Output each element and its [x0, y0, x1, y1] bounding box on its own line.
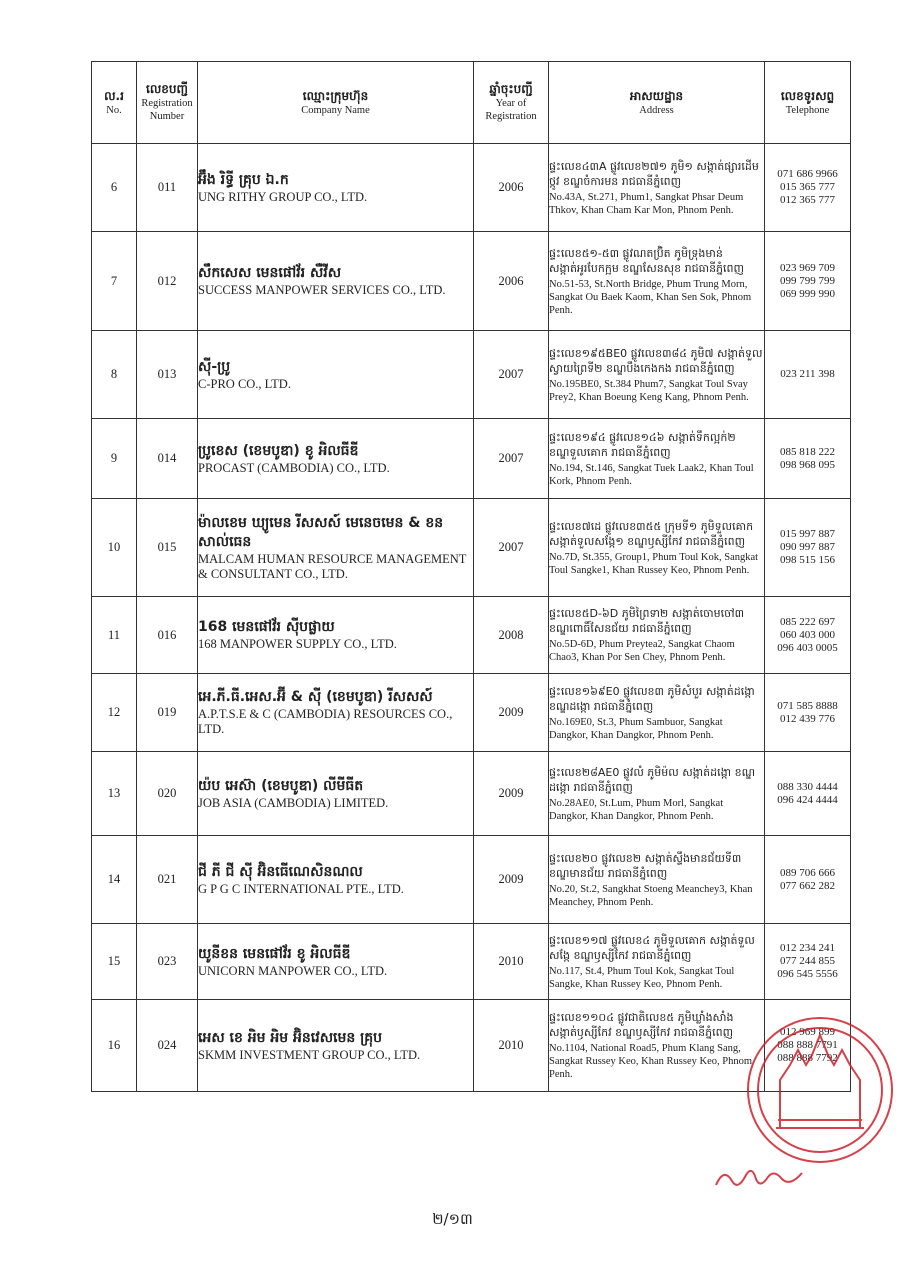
address-khmer: ផ្ទះលេខ២៨AE0 ផ្លូវលំ ភូមិម៉ល សង្កាត់ដង្កោ ខណ្ឌដង្កោ រាជធានីភ្នំពេញ [549, 765, 755, 794]
header-year: ឆ្នាំចុះបញ្ជី Year of Registration [474, 62, 549, 144]
registration-number: 019 [137, 674, 198, 752]
address-khmer: ផ្ទះលេខ៥១-៥៣ ផ្លូវណតប្រ៊ិត ភូមិទ្រុងមាន់ សង្កាត់អូរបែកក្អម ខណ្ឌសែនសុខ រាជធានីភ្នំពេញ [549, 246, 744, 275]
company-name-cell [198, 331, 474, 419]
registration-year: 2008 [474, 597, 549, 674]
address-english: No.195BE0, St.384 Phum7, Sangkat Toul Svay Prey2, Khan Boeung Keng Kang, Phnom Penh. [549, 378, 749, 403]
row-number: 8 [92, 331, 137, 419]
company-name-khmer: ជី ភី ជី ស៊ី អ៊ិនធើណេសិនណល [198, 863, 363, 880]
company-name-khmer: ស៊ី-ប្រូ [198, 358, 231, 375]
telephone-number: 085 818 222 [780, 445, 835, 458]
telephone-number: 089 706 666 [780, 866, 835, 879]
company-name-cell [198, 597, 474, 674]
address-cell [549, 752, 765, 836]
registration-number: 023 [137, 924, 198, 1000]
company-name-khmer: សឹកសេស មេនផៅវ័រ សឺវីស [198, 265, 342, 281]
temple-base-icon [776, 1120, 864, 1128]
telephone-cell [765, 144, 851, 232]
row-number: 6 [92, 144, 137, 232]
telephone-number: 096 403 0005 [777, 641, 838, 654]
telephone-number: 098 515 156 [780, 554, 835, 566]
company-name-english: MALCAM HUMAN RESOURCE MANAGEMENT & CONSULTANT CO., LTD. [198, 551, 467, 581]
telephone-cell [765, 597, 851, 674]
registration-year: 2009 [474, 674, 549, 752]
telephone-cell [765, 499, 851, 597]
telephone-number: 023 211 398 [780, 368, 835, 380]
registration-number: 024 [137, 1000, 198, 1092]
registration-number: 021 [137, 836, 198, 924]
telephone-number: 098 968 095 [780, 458, 835, 471]
company-name-english: 168 MANPOWER SUPPLY CO., LTD. [198, 637, 397, 651]
company-name-khmer: អ៊ឹង រិទ្ធី គ្រុប ឯ.ក [198, 171, 289, 188]
address-english: No.7D, St.355, Group1, Phum Toul Kok, Sangkat Toul Sangke1, Khan Russey Keo, Phnom Penh. [549, 551, 759, 576]
address-cell [549, 674, 765, 752]
telephone-number: 012 439 776 [780, 712, 835, 725]
telephone-number: 012 969 899 [780, 1026, 835, 1038]
address-khmer: ផ្ទះលេខ១១០៤ ផ្លូវជាតិលេខ៥ ភូមិឃ្លាំងសាំង សង្កាត់ឫស្សីកែវ ខណ្ឌឫស្សីកែវ រាជធានីភ្នំពេញ [549, 1011, 734, 1039]
registration-year: 2007 [474, 331, 549, 419]
company-name-khmer: អេស ខេ អិម អិម អ៊ិនវេសមេន គ្រុប [198, 1029, 383, 1046]
company-name-english: UNICORN MANPOWER CO., LTD. [198, 963, 388, 978]
header-no: ល.រ No. [92, 62, 137, 144]
registration-year: 2007 [474, 419, 549, 499]
telephone-number: 015 365 777 [780, 181, 835, 193]
company-name-cell [198, 1000, 474, 1092]
telephone-number: 099 799 799 [780, 274, 835, 287]
telephone-number: 077 244 855 [780, 955, 835, 967]
registration-table [91, 61, 851, 1092]
registration-number: 014 [137, 419, 198, 499]
telephone-number: 090 997 887 [780, 541, 835, 553]
row-number: 13 [92, 752, 137, 836]
address-khmer: ផ្ទះលេខ៤៣A ផ្លូវលេខ២៧១ ភូមិ១ សង្កាត់ផ្សារដើមថ្កូវ ខណ្ឌចំការមន រាជធានីភ្នំពេញ [549, 159, 759, 188]
address-english: No.117, St.4, Phum Toul Kok, Sangkat Toul Sangke, Khan Russey Keo, Phnom Penh. [549, 965, 735, 990]
registration-number: 011 [137, 144, 198, 232]
telephone-number: 096 424 4444 [777, 793, 838, 806]
telephone-cell [765, 331, 851, 419]
registration-number: 015 [137, 499, 198, 597]
row-number: 15 [92, 924, 137, 1000]
address-khmer: ផ្ទះលេខ១៩៥BE0 ផ្លូវលេខ៣៨៤ ភូមិ៧ សង្កាត់ទួលស្វាយព្រៃទី២ ខណ្ឌបឹងកេងកង រាជធានីភ្នំពេញ [549, 346, 763, 375]
address-cell [549, 924, 765, 1000]
company-name-english: UNG RITHY GROUP CO., LTD. [198, 189, 368, 204]
address-khmer: ផ្ទះលេខ២០ ផ្លូវលេខ២ សង្កាត់ស្ទឹងមានជ័យទី៣ ខណ្ឌមានជ័យ រាជធានីភ្នំពេញ [549, 851, 742, 880]
company-name-khmer: អេ.ភី.ធី.អេស.អ៊ី & ស៊ី (ខេមបូឌា) រីសសស៍ [198, 689, 433, 705]
company-name-khmer: 168 មេនផៅវ័រ ស៊ីបផ្លាយ [198, 619, 335, 635]
header-address: អាសយដ្ឋាន Address [549, 62, 765, 144]
telephone-cell [765, 419, 851, 499]
address-english: No.51-53, St.North Bridge, Phum Trung Morn, Sangkat Ou Baek Kaom, Khan Sen Sok, Phnom Penh. [549, 278, 752, 316]
table-row [92, 836, 851, 924]
registration-number: 012 [137, 232, 198, 331]
telephone-number: 096 545 5556 [777, 968, 838, 980]
company-name-english: A.P.T.S.E & C (CAMBODIA) RESOURCES CO., LTD. [198, 707, 453, 736]
registration-year: 2009 [474, 836, 549, 924]
telephone-number: 071 686 9966 [777, 168, 838, 180]
telephone-cell [765, 752, 851, 836]
telephone-number: 088 330 4444 [777, 780, 838, 793]
table-row [92, 232, 851, 331]
telephone-number: 085 222 697 [780, 615, 835, 628]
company-name-english: G P G C INTERNATIONAL PTE., LTD. [198, 881, 404, 896]
seal-inner-ring [758, 1028, 882, 1152]
telephone-number: 077 662 282 [780, 879, 835, 892]
address-khmer: ផ្ទះលេខ១៦៩E0 ផ្លូវលេខ៣ ភូមិសំបួរ សង្កាត់ដង្កោ ខណ្ឌដង្កោ រាជធានីភ្នំពេញ [549, 684, 755, 713]
telephone-number: 069 999 990 [780, 287, 835, 300]
address-cell [549, 597, 765, 674]
company-name-english: SKMM INVESTMENT GROUP CO., LTD. [198, 1047, 421, 1062]
company-name-cell [198, 752, 474, 836]
page-number: ២/១៣ [432, 1210, 473, 1228]
address-khmer: ផ្ទះលេខ៥D-៦D ភូមិព្រៃទា២ សង្កាត់ចោមចៅ៣ ខណ្ឌពោធិ៍សែនជ័យ រាជធានីភ្នំពេញ [549, 607, 744, 635]
telephone-number: 023 969 709 [780, 261, 835, 274]
telephone-number: 015 997 887 [780, 528, 835, 540]
address-english: No.1104, National Road5, Phum Klang Sang, Sangkat Russey Keo, Khan Russey Keo, Phnom Penh. [549, 1043, 752, 1080]
header-registration-number: លេខបញ្ជី Registration Number [137, 62, 198, 144]
address-english: No.5D-6D, Phum Preytea2, Sangkat Chaom Chao3, Khan Por Sen Chey, Phnom Penh. [549, 639, 735, 663]
registration-year: 2007 [474, 499, 549, 597]
address-cell [549, 836, 765, 924]
company-name-khmer: ម៉ាលខេម ឃ្យូមេន រីសសស៍ មេនេចមេន & ខនសាល់ធេន [198, 514, 444, 550]
registration-year: 2010 [474, 924, 549, 1000]
table-row [92, 331, 851, 419]
telephone-cell [765, 232, 851, 331]
table-row [92, 499, 851, 597]
telephone-number: 071 585 8888 [777, 699, 838, 712]
table-row [92, 144, 851, 232]
table-row [92, 752, 851, 836]
telephone-cell [765, 836, 851, 924]
address-english: No.20, St.2, Sangkhat Stoeng Meanchey3, Khan Meanchey, Phnom Penh. [549, 883, 753, 908]
address-cell [549, 331, 765, 419]
telephone-number: 060 403 000 [780, 628, 835, 641]
company-name-khmer: យ៉ប អេស៊ា (ខេមបូឌា) លីមីធីត [198, 777, 364, 794]
company-name-cell [198, 924, 474, 1000]
address-english: No.28AE0, St.Lum, Phum Morl, Sangkat Dangkor, Khan Dangkor, Phnom Penh. [549, 797, 724, 822]
address-cell [549, 419, 765, 499]
row-number: 14 [92, 836, 137, 924]
company-name-english: SUCCESS MANPOWER SERVICES CO., LTD. [198, 283, 446, 297]
company-name-cell [198, 232, 474, 331]
table-row [92, 924, 851, 1000]
telephone-number: 088 888 7792 [777, 1052, 838, 1064]
table-header-row [92, 62, 851, 144]
row-number: 7 [92, 232, 137, 331]
company-name-khmer: ប្រូខេស (ខេមបូឌា) ខូ អិលធីឌី [198, 442, 359, 459]
company-name-cell [198, 144, 474, 232]
company-name-english: C-PRO CO., LTD. [198, 376, 291, 391]
telephone-number: 012 234 241 [780, 942, 835, 954]
registration-number: 016 [137, 597, 198, 674]
signature-mark [716, 1171, 802, 1185]
row-number: 16 [92, 1000, 137, 1092]
telephone-cell [765, 674, 851, 752]
address-khmer: ផ្ទះលេខ៧ដេ ផ្លូវលេខ៣៥៥ ក្រុមទី១ ភូមិទួលគោក សង្កាត់ទួលសង្កែ១ ខណ្ឌឫស្សីកែវ រាជធានីភ្នំពេញ [549, 519, 754, 548]
telephone-number: 012 365 777 [780, 194, 835, 206]
company-name-cell [198, 674, 474, 752]
registration-year: 2010 [474, 1000, 549, 1092]
angkor-temple-icon [780, 1035, 860, 1128]
address-english: No.169E0, St.3, Phum Sambuor, Sangkat Dangkor, Khan Dangkor, Phnom Penh. [549, 716, 723, 741]
telephone-cell [765, 924, 851, 1000]
address-english: No.194, St.146, Sangkat Tuek Laak2, Khan Toul Kork, Phnom Penh. [549, 462, 754, 487]
table-body [92, 144, 851, 1092]
registration-year: 2006 [474, 144, 549, 232]
company-name-khmer: យូនីខន មេនផៅវ័រ ខូ អិលធីឌី [198, 945, 351, 962]
address-cell [549, 232, 765, 331]
address-cell [549, 499, 765, 597]
company-name-english: JOB ASIA (CAMBODIA) LIMITED. [198, 795, 389, 810]
row-number: 11 [92, 597, 137, 674]
seal-outer-ring [748, 1018, 892, 1162]
company-name-cell [198, 499, 474, 597]
address-khmer: ផ្ទះលេខ១៩៤ ផ្លូវលេខ១៤៦ សង្កាត់ទឹកល្អក់២ ខណ្ឌទួលគោក រាជធានីភ្នំពេញ [549, 430, 736, 459]
registration-number: 013 [137, 331, 198, 419]
registration-year: 2006 [474, 232, 549, 331]
row-number: 12 [92, 674, 137, 752]
table-row [92, 419, 851, 499]
official-seal-stamp [680, 1010, 900, 1210]
address-khmer: ផ្ទះលេខ១១៧ ផ្លូវលេខ៤ ភូមិទួលគោក សង្កាត់ទួលសង្កែ ខណ្ឌឫស្សីកែវ រាជធានីភ្នំពេញ [549, 933, 755, 962]
header-company-name: ឈ្មោះក្រុមហ៊ុន Company Name [198, 62, 474, 144]
row-number: 10 [92, 499, 137, 597]
address-cell [549, 144, 765, 232]
company-name-cell [198, 419, 474, 499]
registration-number: 020 [137, 752, 198, 836]
table-row [92, 674, 851, 752]
row-number: 9 [92, 419, 137, 499]
telephone-number: 088 888 7791 [777, 1039, 838, 1051]
address-english: No.43A, St.271, Phum1, Sangkat Phsar Deum Thkov, Khan Cham Kar Mon, Phnom Penh. [549, 191, 744, 216]
company-name-english: PROCAST (CAMBODIA) CO., LTD. [198, 460, 390, 475]
registration-year: 2009 [474, 752, 549, 836]
company-name-cell [198, 836, 474, 924]
table-row [92, 597, 851, 674]
header-telephone: លេខទូរសព្ទ Telephone [765, 62, 851, 144]
